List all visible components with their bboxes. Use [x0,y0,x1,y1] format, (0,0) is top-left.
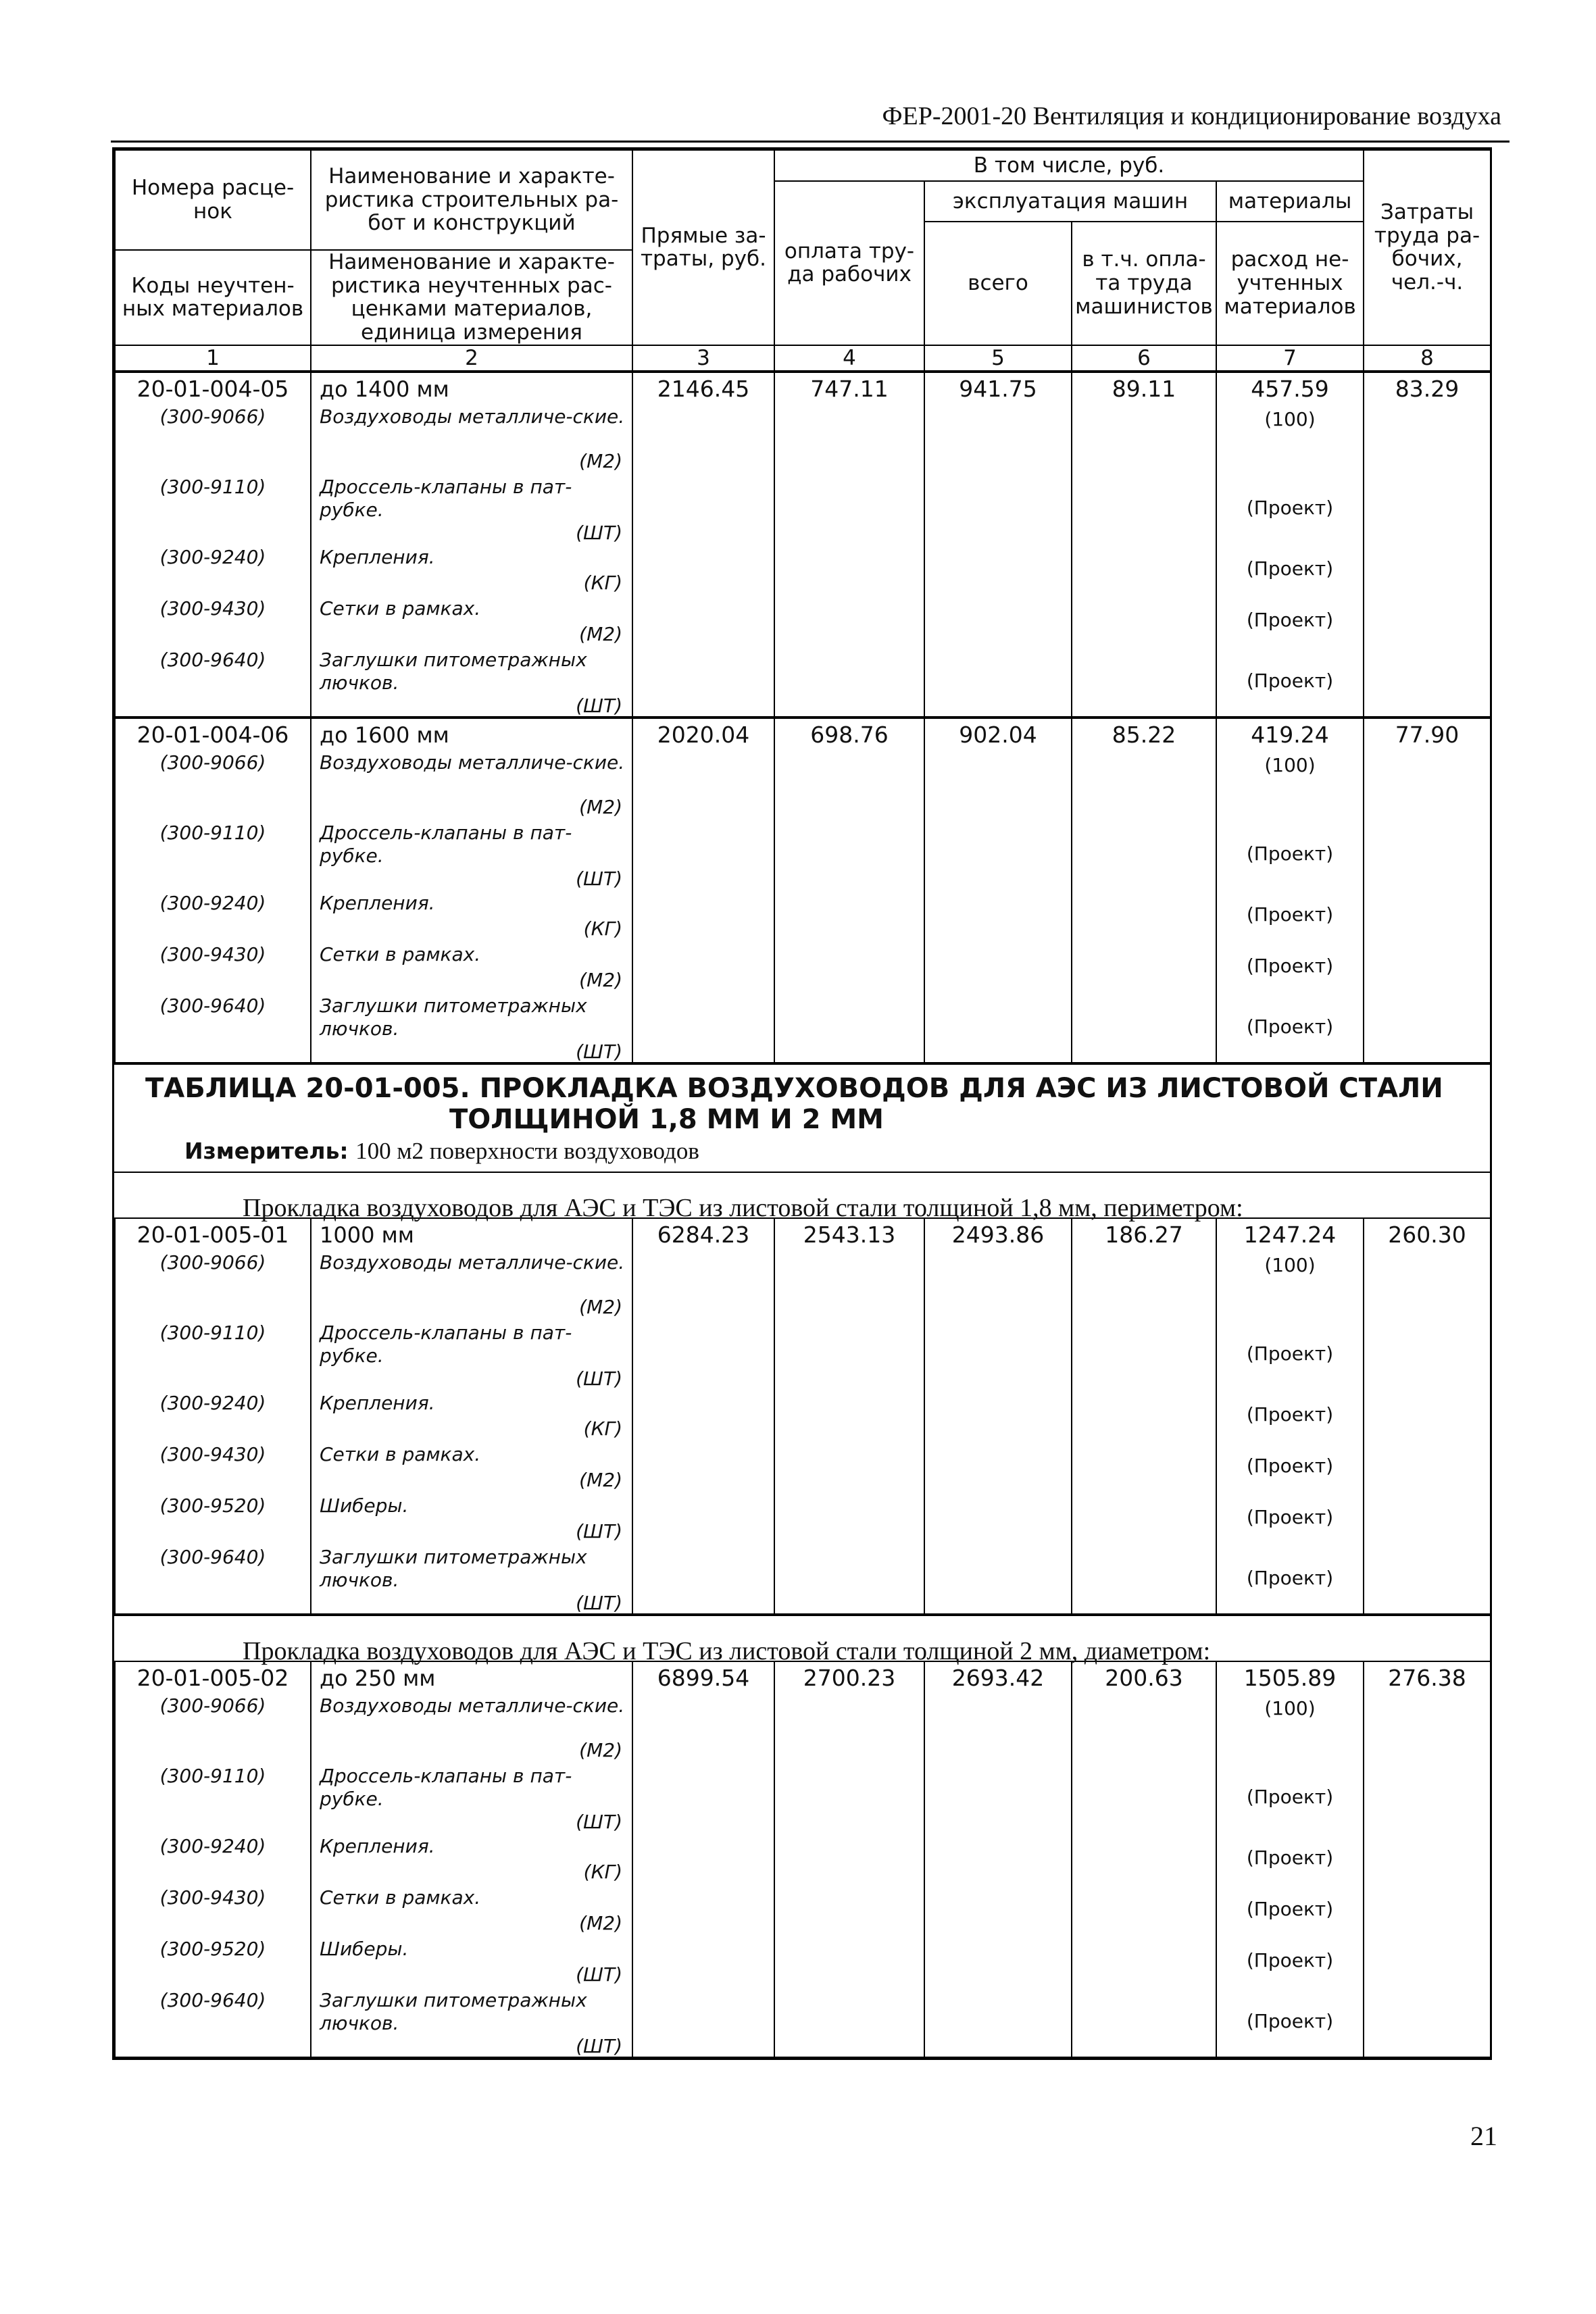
material-unit: (КГ) [583,571,622,594]
table-section-title [114,1063,1490,1172]
machinist-wages-cell [1072,718,1216,1063]
rate-group [114,1217,1491,1615]
material-name: Крепления. [320,1834,435,1857]
table-subheading [114,1172,1490,1222]
material-quantity: (Проект) [1246,842,1334,865]
material-code: (300-9110) [159,475,266,498]
header-work-name: Наименование и характе-ристика строительных ра-бот и конструкций [311,150,632,250]
material-unit: (ШТ) [576,1591,622,1614]
material-entry [320,1832,626,1884]
material-name: Дроссель-клапаны в пат-рубке. [320,475,572,521]
header-material-name: Наименование и характе-ристика неучтенных рас-ценками материалов, единица измерения [311,250,632,345]
material-entry [320,1543,626,1613]
material-entry [320,749,626,819]
section-measure [145,1135,1476,1167]
material-name: Сетки в рамках. [320,1886,481,1909]
wages-cell [774,1661,924,2057]
rate-title: до 250 мм [320,1665,436,1691]
labor-cell [1364,372,1491,717]
column-number: 4 [774,345,924,371]
material-unit: (ШТ) [576,867,622,890]
material-name: Заглушки питометражных лючков. [320,1988,587,2034]
material-unit: (ШТ) [576,2034,622,2057]
rate-code: 20-01-004-05 [136,375,289,402]
material-code: (300-9640) [159,1988,266,2011]
material-name: Воздуховоды металличе-ские. [320,1694,625,1717]
material-name: Воздуховоды металличе-ские. [320,1251,625,1274]
material-entry [320,646,626,716]
section-title-line: ТОЛЩИНОЙ 1,8 ММ И 2 ММ [449,1103,884,1135]
material-entry [320,1389,626,1440]
material-quantity: (100) [1264,1696,1316,1719]
header-materials-usage: расход не-учтенных материалов [1216,222,1364,345]
material-quantity: (Проект) [1246,557,1334,580]
wages-value: 2543.13 [803,1221,896,1248]
material-name: Сетки в рамках. [320,1442,481,1465]
material-unit: (М2) [579,968,622,991]
material-entry [320,1986,626,2057]
material-code: (300-9640) [159,648,266,671]
machines-total-cell [924,718,1072,1063]
material-unit: (КГ) [583,1417,622,1440]
running-head: ФЕР-2001-20 Вентиляция и кондиционирование воздуха [882,102,1501,130]
rate-codes-cell [115,718,311,1063]
material-unit: (М2) [579,622,622,645]
material-quantity: (Проект) [1246,1505,1334,1528]
header-direct-costs: Прямые за-траты, руб. [632,150,774,345]
header-including: В том числе, руб. [774,150,1364,181]
material-unit: (ШТ) [576,1963,622,1986]
table-row [115,718,1491,1063]
table-header [114,149,1491,372]
rate-codes-cell [115,1661,311,2057]
machinist-wages-cell [1072,1661,1216,2057]
material-name: Дроссель-клапаны в пат-рубке. [320,1764,572,1810]
material-code: (300-9110) [159,1321,266,1344]
rate-code: 20-01-004-06 [136,721,289,748]
rate-title: 1000 мм [320,1222,414,1248]
rate-group [114,1661,1491,2058]
material-code: (300-9240) [159,545,266,568]
table-row [115,372,1491,717]
materials-value: 1505.89 [1243,1664,1337,1691]
machines-total-value: 2493.86 [951,1221,1045,1248]
material-code: (300-9640) [159,1545,266,1568]
rate-group [114,718,1491,1063]
direct-costs-cell [632,1218,774,1614]
material-unit: (М2) [579,1468,622,1491]
labor-cell [1364,718,1491,1063]
machinist-wages-value: 186.27 [1105,1221,1183,1248]
machinist-wages-cell [1072,1218,1216,1614]
material-entry [320,992,626,1062]
material-quantity: (Проект) [1246,608,1334,631]
material-name: Крепления. [320,545,435,568]
material-code: (300-9240) [159,1391,266,1414]
materials-cell [1216,1218,1364,1614]
material-unit: (КГ) [583,1860,622,1883]
materials-value: 457.59 [1251,375,1329,402]
subheading-text: Прокладка воздуховодов для АЭС и ТЭС из листовой стали толщиной 1,8 мм, периметром: [243,1193,1243,1222]
material-unit: (М2) [579,1738,622,1761]
material-name: Заглушки питометражных лючков. [320,648,587,694]
material-quantity: (Проект) [1246,496,1334,519]
price-table [112,147,1492,2060]
rate-group [114,372,1491,718]
material-quantity: (Проект) [1246,1897,1334,1920]
material-quantity: (Проект) [1246,669,1334,692]
rate-title: до 1400 мм [320,376,449,402]
column-number: 3 [632,345,774,371]
material-code: (300-9430) [159,942,266,965]
material-entry [320,1935,626,1986]
material-code: (300-9430) [159,1886,266,1909]
material-quantity: (Проект) [1246,1785,1334,1808]
material-unit: (М2) [579,1911,622,1934]
material-quantity: (Проект) [1246,1948,1334,1971]
direct-costs-value: 2020.04 [657,721,750,748]
wages-value: 2700.23 [803,1664,896,1691]
material-quantity: (Проект) [1246,954,1334,977]
material-unit: (ШТ) [576,1367,622,1390]
header-machines-total: всего [924,222,1072,345]
material-entry [320,1492,626,1543]
material-code: (300-9520) [159,1494,266,1517]
material-code: (300-9430) [159,1442,266,1465]
measure-label: Измеритель: [184,1137,349,1164]
header-materials: материалы [1216,181,1364,222]
direct-costs-cell [632,1661,774,2057]
machines-total-value: 941.75 [959,375,1037,402]
material-quantity: (Проект) [1246,1015,1334,1038]
labor-value: 77.90 [1395,721,1460,748]
rate-names-cell [311,1218,632,1614]
direct-costs-cell [632,372,774,717]
material-entry [320,889,626,940]
direct-costs-value: 2146.45 [657,375,750,402]
material-entry [320,940,626,992]
material-entry [320,403,626,473]
material-code: (300-9240) [159,1834,266,1857]
material-name: Дроссель-клапаны в пат-рубке. [320,821,572,867]
page-number: 21 [1470,2121,1497,2151]
material-unit: (ШТ) [576,694,622,717]
column-number: 6 [1072,345,1216,371]
materials-value: 419.24 [1251,721,1329,748]
material-entry [320,1884,626,1935]
header-labor-costs: Затраты труда ра-бочих, чел.-ч. [1364,150,1491,345]
table-row [115,1661,1491,2057]
material-code: (300-9110) [159,1764,266,1787]
material-code: (300-9066) [159,405,266,428]
machines-total-cell [924,1218,1072,1614]
material-entry [320,1762,626,1832]
material-code: (300-9066) [159,1694,266,1717]
machines-total-cell [924,372,1072,717]
wages-value: 698.76 [810,721,889,748]
material-quantity: (100) [1264,1253,1316,1276]
material-name: Крепления. [320,1391,435,1414]
column-number: 5 [924,345,1072,371]
table-body [114,372,1490,2058]
rate-names-cell [311,718,632,1063]
material-name: Воздуховоды металличе-ские. [320,405,625,428]
material-quantity: (Проект) [1246,903,1334,926]
machines-total-value: 2693.42 [951,1664,1045,1691]
section-title-line: ТАБЛИЦА 20-01-005. ПРОКЛАДКА ВОЗДУХОВОДОВ ДЛЯ АЭС ИЗ ЛИСТОВОЙ СТАЛИ [145,1072,1443,1104]
header-machines: эксплуатация машин [924,181,1216,222]
material-name: Дроссель-клапаны в пат-рубке. [320,1321,572,1367]
rate-code: 20-01-005-01 [136,1221,289,1248]
machinist-wages-value: 200.63 [1105,1664,1183,1691]
wages-value: 747.11 [810,375,889,402]
material-quantity: (Проект) [1246,2009,1334,2032]
material-name: Заглушки питометражных лючков. [320,994,587,1040]
table-row [115,1218,1491,1614]
column-number: 1 [115,345,311,371]
labor-value: 276.38 [1388,1664,1466,1691]
material-code: (300-9640) [159,994,266,1017]
materials-cell [1216,1661,1364,2057]
direct-costs-value: 6284.23 [657,1221,750,1248]
material-unit: (КГ) [583,917,622,940]
material-entry [320,1692,626,1762]
material-unit: (ШТ) [576,1519,622,1542]
rate-title: до 1600 мм [320,722,449,748]
material-entry [320,1319,626,1389]
material-entry [320,543,626,595]
material-unit: (М2) [579,1295,622,1318]
column-number: 8 [1364,345,1491,371]
material-name: Крепления. [320,891,435,914]
wages-cell [774,1218,924,1614]
rate-code: 20-01-005-02 [136,1664,289,1691]
machines-total-cell [924,1661,1072,2057]
material-entry [320,473,626,543]
wages-cell [774,372,924,717]
material-entry [320,1249,626,1319]
header-wages: оплата тру-да рабочих [774,181,924,345]
header-rate-numbers: Номера расце-нок [115,150,311,250]
rate-names-cell [311,1661,632,2057]
measure-value: 100 м2 поверхности воздуховодов [355,1137,699,1164]
labor-value: 260.30 [1388,1221,1466,1248]
material-entry [320,1440,626,1492]
materials-value: 1247.24 [1243,1221,1337,1248]
material-quantity: (Проект) [1246,1342,1334,1365]
material-entry [320,595,626,646]
column-number: 7 [1216,345,1364,371]
material-name: Шиберы. [320,1494,409,1517]
material-quantity: (100) [1264,407,1316,430]
materials-cell [1216,718,1364,1063]
material-quantity: (Проект) [1246,1566,1334,1589]
material-quantity: (Проект) [1246,1403,1334,1426]
material-quantity: (100) [1264,753,1316,776]
direct-costs-cell [632,718,774,1063]
material-quantity: (Проект) [1246,1454,1334,1477]
rate-names-cell [311,372,632,717]
labor-value: 83.29 [1395,375,1460,402]
material-code: (300-9066) [159,1251,266,1274]
column-numbers-row [115,345,1491,371]
machinist-wages-value: 85.22 [1112,721,1176,748]
material-code: (300-9240) [159,891,266,914]
material-unit: (ШТ) [576,1040,622,1063]
material-name: Шиберы. [320,1937,409,1960]
material-quantity: (Проект) [1246,1846,1334,1869]
material-name: Сетки в рамках. [320,597,481,620]
rate-codes-cell [115,372,311,717]
header-rule [111,141,1510,143]
rate-codes-cell [115,1218,311,1614]
wages-cell [774,718,924,1063]
materials-cell [1216,372,1364,717]
material-code: (300-9520) [159,1937,266,1960]
machinist-wages-value: 89.11 [1112,375,1176,402]
material-unit: (ШТ) [576,1810,622,1833]
material-unit: (ШТ) [576,521,622,544]
machines-total-value: 902.04 [959,721,1037,748]
material-code: (300-9110) [159,821,266,844]
material-code: (300-9430) [159,597,266,620]
material-name: Заглушки питометражных лючков. [320,1545,587,1591]
material-name: Сетки в рамках. [320,942,481,965]
material-code: (300-9066) [159,751,266,774]
direct-costs-value: 6899.54 [657,1664,750,1691]
machinist-wages-cell [1072,372,1216,717]
column-number: 2 [311,345,632,371]
material-unit: (М2) [579,449,622,472]
material-unit: (М2) [579,795,622,818]
labor-cell [1364,1218,1491,1614]
material-name: Воздуховоды металличе-ские. [320,751,625,774]
table-subheading [114,1615,1490,1665]
subheading-text: Прокладка воздуховодов для АЭС и ТЭС из листовой стали толщиной 2 мм, диаметром: [243,1636,1211,1665]
header-machinist-wages: в т.ч. опла-та труда машинистов [1072,222,1216,345]
header-material-codes: Коды неучтен-ных материалов [115,250,311,345]
material-entry [320,819,626,889]
labor-cell [1364,1661,1491,2057]
